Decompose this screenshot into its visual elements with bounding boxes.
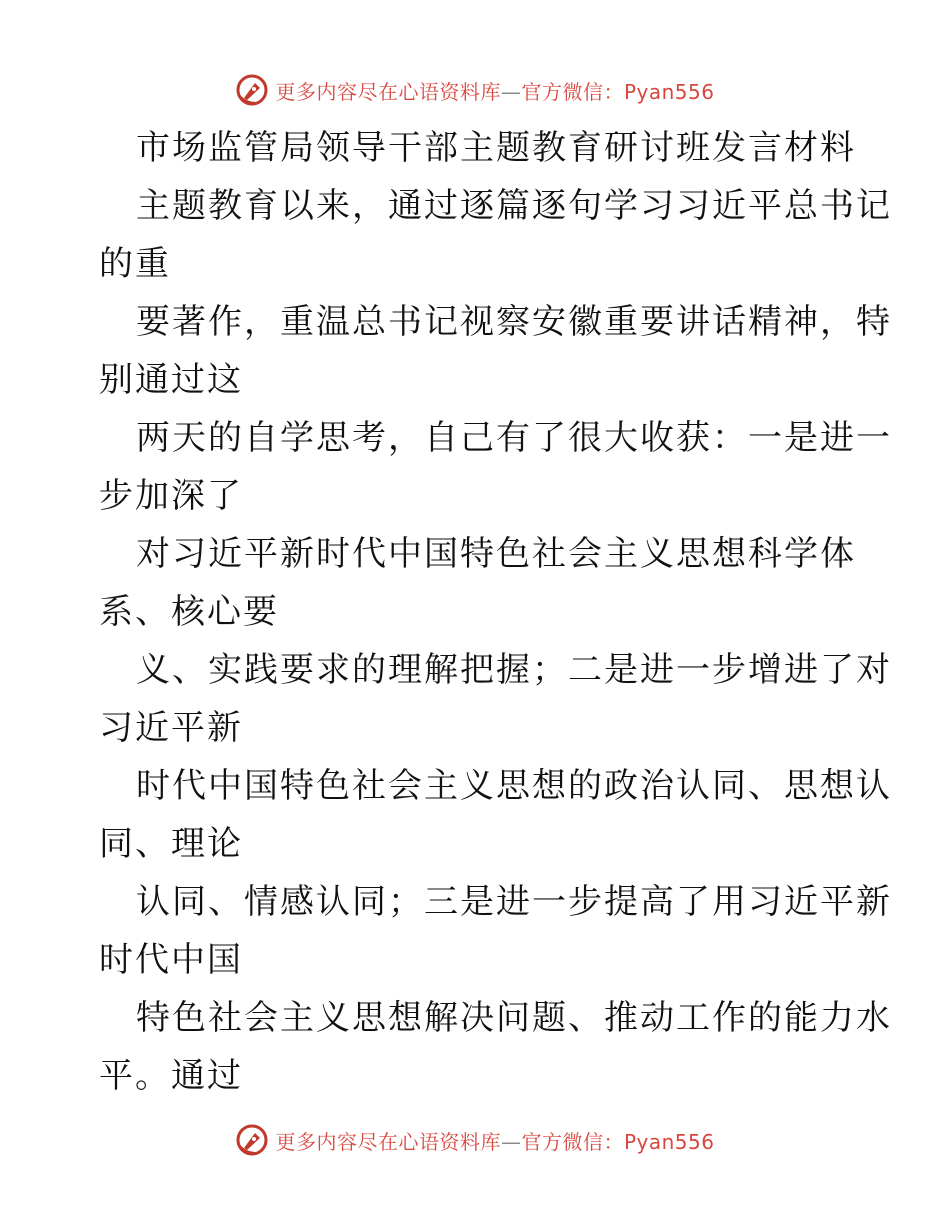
watermark-brand: 更多内容尽在心语资料库 <box>275 1129 501 1154</box>
paragraph-line: 要著作，重温总书记视察安徽重要讲话精神，特 <box>136 302 892 342</box>
watermark-text <box>275 76 714 105</box>
watermark-contact: 官方微信：Pyan556 <box>521 1129 715 1154</box>
pen-nib-logo-icon <box>235 73 269 107</box>
paragraph-line: 步加深了 <box>99 476 243 516</box>
paragraph-line: 特色社会主义思想解决问题、推动工作的能力水 <box>136 998 892 1038</box>
paragraph-line: 同、理论 <box>99 824 243 864</box>
paragraph-line: 习近平新 <box>99 708 243 748</box>
footer-watermark <box>0 1120 950 1160</box>
watermark-separator: — <box>500 1129 522 1154</box>
paragraph-line: 主题教育以来，通过逐篇逐句学习习近平总书记 <box>136 186 892 226</box>
paragraph-line: 两天的自学思考，自己有了很大收获：一是进一 <box>136 418 892 458</box>
paragraph-line: 平。通过 <box>99 1056 243 1096</box>
paragraph-line: 别通过这 <box>99 360 243 400</box>
paragraph-line: 系、核心要 <box>99 592 279 632</box>
paragraph-line: 时代中国特色社会主义思想的政治认同、思想认 <box>136 766 892 806</box>
paragraph-line: 对习近平新时代中国特色社会主义思想科学体 <box>136 534 856 574</box>
paragraph-line: 义、实践要求的理解把握；二是进一步增进了对 <box>136 650 892 690</box>
watermark-contact: 官方微信：Pyan556 <box>521 79 715 104</box>
watermark-brand: 更多内容尽在心语资料库 <box>275 79 501 104</box>
header-watermark <box>0 70 950 110</box>
document-title: 市场监管局领导干部主题教育研讨班发言材料 <box>136 128 856 168</box>
watermark-text <box>275 1126 714 1155</box>
paragraph-line: 时代中国 <box>99 940 243 980</box>
watermark-separator: — <box>500 79 522 104</box>
pen-nib-logo-icon <box>235 1123 269 1157</box>
paragraph-line: 的重 <box>99 244 171 284</box>
paragraph-line: 认同、情感认同；三是进一步提高了用习近平新 <box>136 882 892 922</box>
